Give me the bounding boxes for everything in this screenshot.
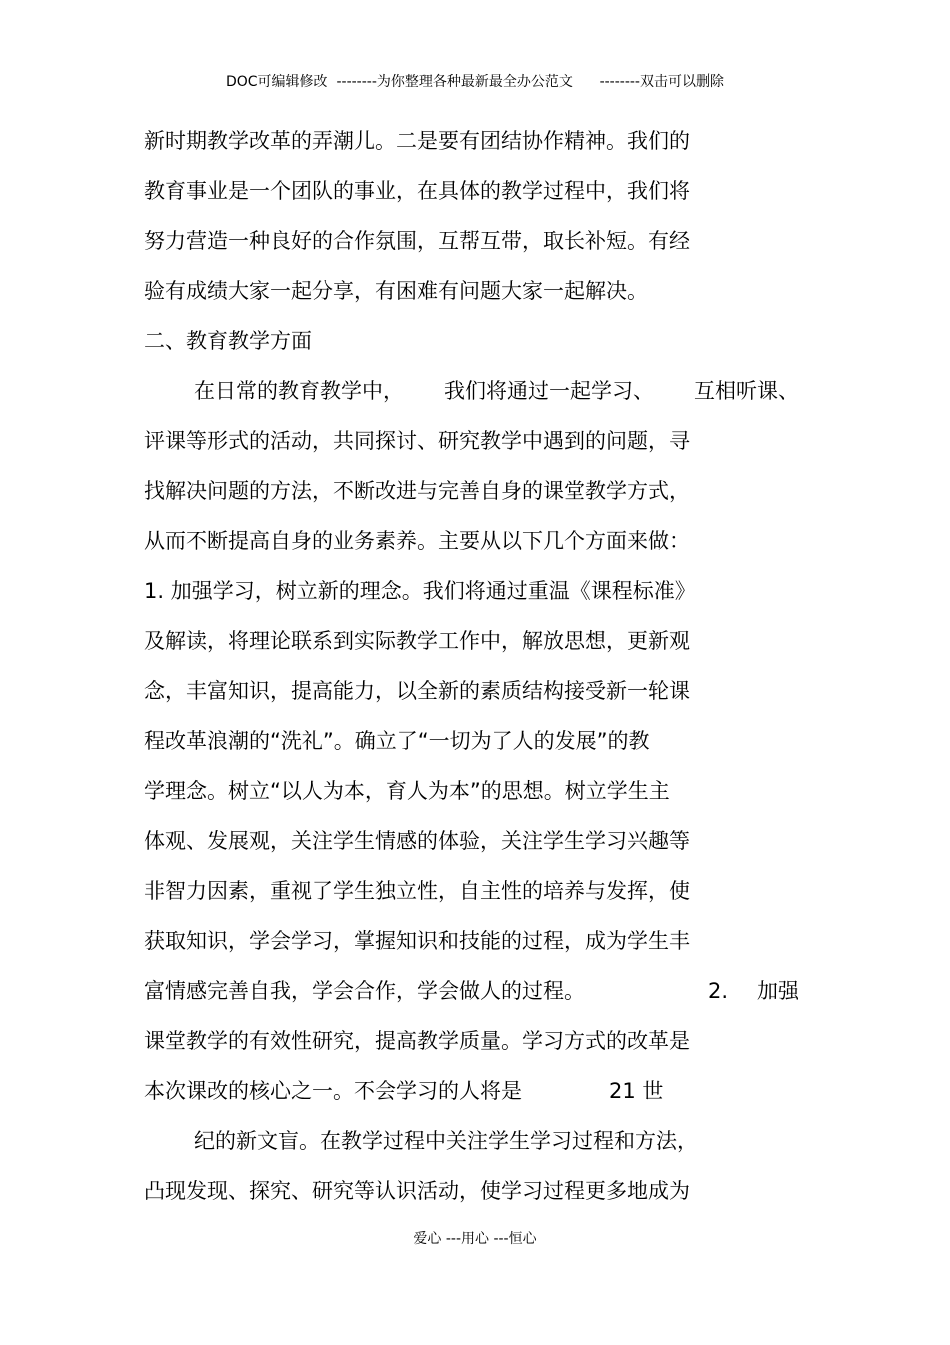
body-line: 及解读，将理论联系到实际教学工作中，解放思想，更新观 bbox=[144, 629, 690, 653]
body-line: 非智力因素，重视了学生独立性，自主性的培养与发挥，使 bbox=[144, 879, 690, 903]
body-line: 努力营造一种良好的合作氛围，互帮互带，取长补短。有经 bbox=[144, 229, 690, 253]
body-line: 教育事业是一个团队的事业，在具体的教学过程中，我们将 bbox=[144, 179, 690, 203]
body-line: 互相听课、 bbox=[694, 379, 799, 403]
section-heading: 二、教育教学方面 bbox=[144, 329, 312, 353]
body-line: 找解决问题的方法，不断改进与完善自身的课堂教学方式， bbox=[144, 479, 690, 503]
list-item-2-start: 加强 bbox=[757, 979, 799, 1003]
body-line: 获取知识，学会学习，掌握知识和技能的过程，成为学生丰 bbox=[144, 929, 690, 953]
body-line: 评课等形式的活动，共同探讨、研究教学中遇到的问题，寻 bbox=[144, 429, 690, 453]
body-line: 验有成绩大家一起分享，有困难有问题大家一起解决。 bbox=[144, 279, 648, 303]
body-line: 在日常的教育教学中， bbox=[194, 379, 404, 403]
body-line: 学理念。树立“以人为本，育人为本”的思想。树立学生主 bbox=[144, 779, 670, 803]
body-line: 凸现发现、探究、研究等认识活动，使学习过程更多地成为 bbox=[144, 1179, 690, 1203]
body-line: 新时期教学改革的弄潮儿。二是要有团结协作精神。我们的 bbox=[144, 129, 690, 153]
page-footer: 爱心 ---用心 ---恒心 bbox=[413, 1231, 537, 1247]
body-line: 体观、发展观，关注学生情感的体验，关注学生学习兴趣等 bbox=[144, 829, 690, 853]
body-line: 本次课改的核心之一。不会学习的人将是 bbox=[144, 1079, 522, 1103]
list-item-1: 1. 加强学习，树立新的理念。我们将通过重温《课程标准》 bbox=[144, 579, 696, 603]
list-item-2-number: 2. bbox=[708, 979, 729, 1003]
body-line: 从而不断提高自身的业务素养。主要从以下几个方面来做： bbox=[144, 529, 690, 553]
body-line: 富情感完善自我，学会合作，学会做人的过程。 bbox=[144, 979, 585, 1003]
body-line: 课堂教学的有效性研究，提高教学质量。学习方式的改革是 bbox=[144, 1029, 690, 1053]
body-line: 我们将通过一起学习、 bbox=[444, 379, 654, 403]
body-line: 念，丰富知识，提高能力，以全新的素质结构接受新一轮课 bbox=[144, 679, 690, 703]
body-line: 纪的新文盲。在教学过程中关注学生学习过程和方法， bbox=[194, 1129, 698, 1153]
page-header: DOC可编辑修改 --------为你整理各种最新最全办公范文 --------双击可以删除 bbox=[225, 74, 724, 90]
body-line: 21 世 bbox=[609, 1079, 664, 1103]
body-line: 程改革浪潮的“洗礼”。确立了“一切为了人的发展”的教 bbox=[144, 729, 650, 753]
